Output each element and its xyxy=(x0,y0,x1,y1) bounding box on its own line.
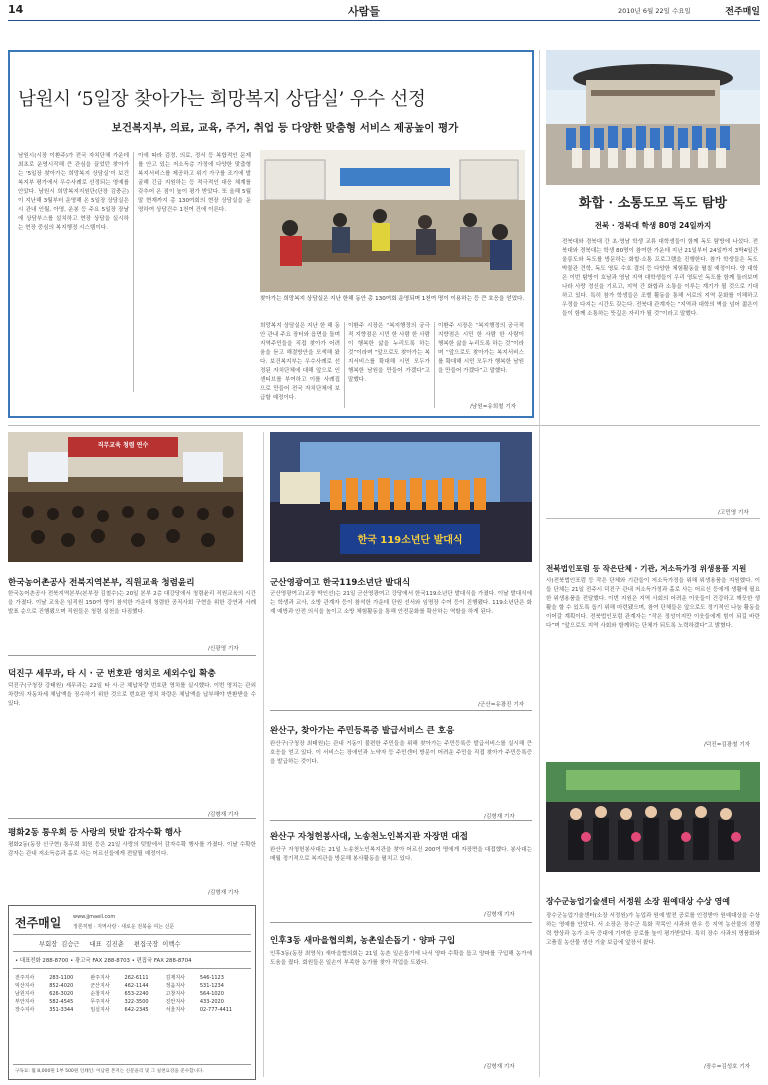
directory-cell: 462-1144 xyxy=(124,983,149,989)
table-row xyxy=(13,974,251,982)
directory-cell: 546-1123 xyxy=(199,975,224,981)
directory-cell: 351-3344 xyxy=(49,1007,74,1013)
directory-cell: 임실지사 xyxy=(90,1007,110,1013)
jajang-title: 완산구 자청헌봉사대, 노송천노인복지관 자장면 대접 xyxy=(270,832,468,842)
table-row xyxy=(13,982,251,990)
wansan-id-byline: /김형재 기자 xyxy=(484,814,515,820)
directory-cell: 진안지사 xyxy=(165,999,185,1005)
column-divider xyxy=(434,322,435,408)
section-rule xyxy=(270,710,532,711)
table-row xyxy=(13,998,251,1006)
section-rule xyxy=(8,655,256,656)
lead-col-3: 희망복지 상담실은 지난 한 해 동안 관내 주요 장터와 읍면을 돌며 지역주민들을 직접 찾아가 어려움을 듣고 해결방안을 모색해 왔다. 보건복지부는 우수사례로 선정된 자치단체에 대해 앞으로 인센티브를 부여하고 이를 사례집으로 만들어 전국 자치단체에 보급할 예정이다. xyxy=(260,323,340,401)
table-row xyxy=(13,1006,251,1014)
directory-cell: 군산지사 xyxy=(90,983,110,989)
directory-cell: 642-2345 xyxy=(124,1007,149,1013)
inhu-title: 인후3동 새마을협의회, 농촌일손돕기 · 양파 구입 xyxy=(270,936,456,946)
directory-cell: 완주지사 xyxy=(90,975,110,981)
column-divider xyxy=(539,50,540,1077)
directory-cell: 653-2240 xyxy=(124,991,149,997)
directory-cell: 서울지사 xyxy=(165,1007,185,1013)
column-divider xyxy=(263,432,264,1077)
fire-cadet-body: 군산영광여고(교장 박인선)는 21일 군산영광여고 강당에서 한국119소년단 발대식을 가졌다. 이날 발대식에는 학생과 교사, 소방 관계자 등이 참석한 가운데 단원 선서와 임명장 수여 등이 진행됐다. 119소년단은 화재 예방과 안전 의식을 높이고 소방 체험활동을 통해 안전문화를 확산하는 역할을 하게 된다. xyxy=(270,591,532,615)
directory-cell: 564-1020 xyxy=(199,991,224,997)
section-rule xyxy=(546,518,760,519)
dokdo-title: 화합 · 소통도모 독도 탐방 xyxy=(578,196,728,211)
directory-cell: 262-6111 xyxy=(124,975,149,981)
directory-cell: 283-1100 xyxy=(49,975,74,981)
hygiene-byline: /덕진=김광철 기자 xyxy=(704,742,751,748)
directory-cell: 02-777-4411 xyxy=(199,1007,233,1013)
lead-photo-caption: 찾아가는 희망복지 상담실은 지난 한해 동안 총 130여회 운영되며 1천여 명이 이용하는 등 큰 호응을 얻었다. xyxy=(260,296,525,302)
fire-cadet-photo xyxy=(270,432,532,562)
kr-rural-title: 한국농어촌공사 전북지역본부, 직원교육 청렴윤리 xyxy=(8,578,195,588)
masthead-box xyxy=(8,905,256,1080)
counseling-room-photo xyxy=(260,150,525,292)
paper-name: 전주매일 xyxy=(725,7,760,17)
wansan-id-title: 완산구, 찾아가는 주민등록증 발급서비스 큰 호응 xyxy=(270,726,455,736)
directory-cell: 626-3020 xyxy=(49,991,74,997)
jajang-body: 완산구 자청헌봉사대는 21일 노송천노인복지관을 찾아 어르신 200여 명에게 자장면을 대접했다. 봉사대는 매월 정기적으로 복지관을 방문해 봉사활동을 펼치고 있다. xyxy=(270,847,532,862)
directory-table xyxy=(13,974,251,1014)
directory-cell: 장수지사 xyxy=(15,1007,35,1013)
page-number: 14 xyxy=(8,3,24,16)
column-divider xyxy=(344,322,345,408)
table-row xyxy=(13,990,251,998)
inhu-body: 인후3동(동장 최영식) 새마을협의회는 21일 농촌 일손돕기에 나서 양파 수확을 돕고 양파를 구입해 농가에 도움을 줬다. 회원들은 일손이 부족한 농가를 찾아 작업을 도왔다. xyxy=(270,951,532,966)
wansan-id-body: 완산구(구청장 최태원)는 관내 거동이 불편한 주민들을 위해 찾아가는 주민등록증 발급서비스를 실시해 큰 호응을 얻고 있다. 이 서비스는 장애인과 노약자 등 주민센터 방문이 어려운 주민을 직접 찾아가 주민등록증을 발급하는 것이다. xyxy=(270,741,532,765)
page-header xyxy=(8,3,760,19)
lead-col-2: 이에 따라 검경, 의료, 정서 등 복합적인 문제를 안고 있는 저소득층 가정에 다양한 맞춤형 복지서비스를 제공하고 위기 가구를 조기에 발굴해 긴급 지원하는 등 적극적인 대응 체계를 갖추어 온 점이 높이 평가 받았다. 또 올해 5월말 현재까지 총 130여회의 현장 상담실을 운영하여 상담건수 1천여 건에 이른다. xyxy=(138,153,251,213)
directory-cell: 고창지사 xyxy=(165,991,185,997)
lead-subtitle: 보건복지부, 의료, 교육, 주거, 취업 등 다양한 맞춤형 서비스 제공높이 평가 xyxy=(111,122,459,134)
issue-date: 2010년 6월 22일 수요일 xyxy=(618,7,691,15)
lead-col-4: 이환주 시장은 “복지행정의 궁극적 지향점은 시민 한 사람 한 사람이 행복한 삶을 누리도록 하는 것”이라며 “앞으로도 찾아가는 복지서비스를 확대해 시민 모두가 행복한 남원을 만들어 가겠다”고 말했다. xyxy=(348,323,430,383)
header-rule xyxy=(8,20,760,21)
directory-cell: 순창지사 xyxy=(90,991,110,997)
masthead-rule xyxy=(13,968,251,969)
section-rule xyxy=(8,425,760,426)
directory-cell: 852-4020 xyxy=(49,983,74,989)
dokdo-body: 전북대와 경북대 간 초·영남 학생 교류 대학생들이 함께 독도 탐방에 나섰다. 전북대와 경북대는 학생 80명이 참여한 가운데 지난 21일부터 24일까지 3박4일간 울릉도와 독도를 방문하는 화합·소통 프로그램을 진행한다. 참가 학생들은 독도박물관 견학, 독도 영토 수호 결의 등 다양한 체험활동을 펼칠 예정이다. 양 대학은 이번 탐방이 호남과 영남 지역 대학생들이 우리 영토인 독도를 함께 둘러보며 나라 사랑 정신을 기르고, 지역 간 화합과 소통을 이루는 계기가 될 것으로 기대하고 있다. 특히 참가 학생들은 조별 활동을 통해 서로의 지역 문화를 이해하고 우정을 다지는 시간도 갖는다. 전북대 관계자는 “지역과 대학의 벽을 넘어 젊은이들이 함께 소통하는 뜻깊은 자리가 될 것”이라고 말했다. xyxy=(562,239,758,317)
award-photo xyxy=(546,762,760,872)
deokjin-title: 덕진구 세무과, 타 시 · 군 번호판 영치로 세외수입 확충 xyxy=(8,669,216,679)
inhu-byline: /김형재 기자 xyxy=(484,1064,515,1070)
masthead-motto: 정론직필 · 지역사랑 · 새로운 전북을 여는 신문 xyxy=(73,924,175,930)
directory-cell: 582-4545 xyxy=(49,999,74,1005)
hygiene-title: 전북법인포럼 등 작은단체 · 기관, 저소득가정 위생용품 지원 xyxy=(546,564,747,573)
deokjin-byline: /김형재 기자 xyxy=(208,812,239,818)
masthead-logo: 전주매일 xyxy=(15,916,62,930)
section-rule xyxy=(8,818,256,819)
fire-cadet-title: 군산영광여고 한국119소년단 발대식 xyxy=(270,578,411,588)
section-title: 사람들 xyxy=(348,5,380,18)
dokdo-photo xyxy=(546,50,760,185)
section-rule xyxy=(270,922,532,923)
deokjin-body: 덕진구(구청장 강태원) 세무과는 22일 타 시·군 체납차량 번호판 영치를 실시했다. 이번 영치는 관외 차량의 자동차세 체납액을 징수하기 위한 것으로 번호판 영치 차량은 체납액을 납부해야 반환받을 수 있다. xyxy=(8,683,256,707)
award-ceremony-photo xyxy=(546,762,760,872)
lead-byline: /남원=유희철 기자 xyxy=(470,404,517,410)
directory-cell: 부안지사 xyxy=(15,999,35,1005)
directory-cell: 익산지사 xyxy=(15,983,35,989)
directory-cell: 남원지사 xyxy=(15,991,35,997)
column-divider xyxy=(133,152,134,392)
directory-cell: 정읍지사 xyxy=(165,983,185,989)
seminar-photo xyxy=(8,432,243,562)
pyeonghwa-title: 평화2동 통우회 등 사랑의 텃밭 감자수확 행사 xyxy=(8,828,182,838)
lead-col-1: 남원시(시장 이환주)가 전국 자치단체 가운데 최초로 운영시작해 큰 관심을 끌었던 찾아가는 ‘5일장 찾아가는 희망복지 상담실’이 보건복지부 평가에서 우수사례로 선정되는 영예를 안았다. 남원시 희망복지지원단(단장 김충곤)이 지난해 3월부터 운영해 온 5일장 상담실은 시 관내 인월, 아영, 운봉 등 주요 5일장 장날에 상담부스를 설치하고 현장 상담을 실시하는 현장 중심의 복지행정 시스템이다. xyxy=(18,153,129,231)
masthead-rule xyxy=(13,934,251,935)
lead-photo xyxy=(260,150,525,292)
pyeonghwa-body: 평화2동(동장 신구현) 통우회 회원 등은 21일 사랑의 텃밭에서 감자수확 행사를 가졌다. 이날 수확한 감자는 관내 저소득층과 홀로 사는 어르신들에게 전달될 예정이다. xyxy=(8,842,256,857)
jangsu-title: 장수군농업기술센터 서정원 소장 원예대상 수상 영예 xyxy=(546,897,730,906)
auditorium-photo xyxy=(8,432,243,562)
fire-cadet-banner: 한국 119소년단 발대식 xyxy=(357,535,463,546)
section-rule xyxy=(270,820,532,821)
jangsu-body: 장수군농업기술센터(소장 서정원)가 농업과 원예 발전 공로를 인정받아 원예대상을 수상하는 영예를 안았다. 서 소장은 장수군 특화 작목인 사과와 한우 등 지역 농산물의 경쟁력 향상과 농가 소득 증대에 기여한 공로를 높이 평가받았다. 특히 장수 사과의 명품화와 고품질 농산물 생산 기술 보급에 앞장서 왔다. xyxy=(546,913,760,946)
directory-cell: 전주지사 xyxy=(15,975,35,981)
masthead-directory xyxy=(13,974,251,1014)
directory-cell: 무주지사 xyxy=(90,999,110,1005)
pyeonghwa-byline: /김형재 기자 xyxy=(208,890,239,896)
jajang-byline: /김형재 기자 xyxy=(484,912,515,918)
masthead-staff: 부회장 김승근 대표 김진춘 편집국장 이백수 xyxy=(39,941,181,948)
masthead-rule xyxy=(13,951,251,952)
masthead-url: www.jjmaeil.com xyxy=(73,914,116,920)
directory-cell: 김제지사 xyxy=(165,975,185,981)
fire-cadet-byline: /군산=유광진 기자 xyxy=(478,702,525,708)
dokdo-subtitle: 전북 · 경북대 학생 80명 24일까지 xyxy=(594,221,712,230)
directory-cell: 531-1234 xyxy=(199,983,224,989)
masthead-phones: • 대표전화 288-8700 • 광고국 FAX 288-8703 • 편집국 FAX 288-8704 xyxy=(15,958,192,964)
masthead-rule xyxy=(13,1064,251,1065)
directory-cell: 322-3500 xyxy=(124,999,149,1005)
kr-rural-byline: /신광영 기자 xyxy=(208,646,239,652)
dokdo-byline: /고민영 기자 xyxy=(718,510,749,516)
directory-cell: 433-2020 xyxy=(199,999,224,1005)
kr-rural-body: 한국농어촌공사 전북지역본부(본부장 김철수)는 20일 본부 2층 대강당에서 청렴윤리 직원교육의 시간을 가졌다. 이날 교육은 임직원 150여 명이 참석한 가운데 청렴한 공직사회 구현을 위한 강연과 사례발표 순으로 진행됐으며 직원들은 청렴 실천을 다짐했다. xyxy=(8,591,256,615)
hygiene-body: 사)전북법인포럼 등 작은 단체와 기관들이 저소득가정을 위해 위생용품을 지원했다. 이들 단체는 21일 전주시 덕진구 관내 저소득가정과 홀로 사는 어르신 등에게 생활에 필요한 위생용품을 전달했다. 이번 지원은 지역 사회의 어려운 이웃들이 건강하고 깨끗한 생활을 할 수 있도록 돕기 위해 마련됐으며, 참여 단체들은 앞으로도 정기적인 나눔 활동을 이어갈 계획이다. 전북법인포럼 관계자는 “작은 정성이지만 이웃들에게 힘이 되길 바란다”며 “앞으로도 지역 사회와 함께하는 단체가 되도록 노력하겠다”고 밝혔다. xyxy=(546,578,760,629)
masthead-footer: 구독료: 월 8,000원 1부 500원 인쇄인: 이남원 본지는 신문윤리 및 그 실천요강을 준수합니다. xyxy=(15,1069,204,1074)
group-photo xyxy=(546,50,760,185)
lead-col-5: 이환주 시장은 “복지행정의 궁극적 지향점은 시민 한 사람 한 사람이 행복한 삶을 누리도록 하는 것”이라며 “앞으로도 찾아가는 복지서비스를 확대해 시민 모두가 행복한 남원을 만들어 가겠다”고 말했다. xyxy=(438,323,524,374)
lead-title: 남원시 ‘5일장 찾아가는 희망복지 상담실’ 우수 선정 xyxy=(18,89,426,110)
seminar-banner: 직무교육 청렴 연수 xyxy=(97,442,149,449)
jangsu-byline: /장수=김성호 기자 xyxy=(704,1064,751,1070)
